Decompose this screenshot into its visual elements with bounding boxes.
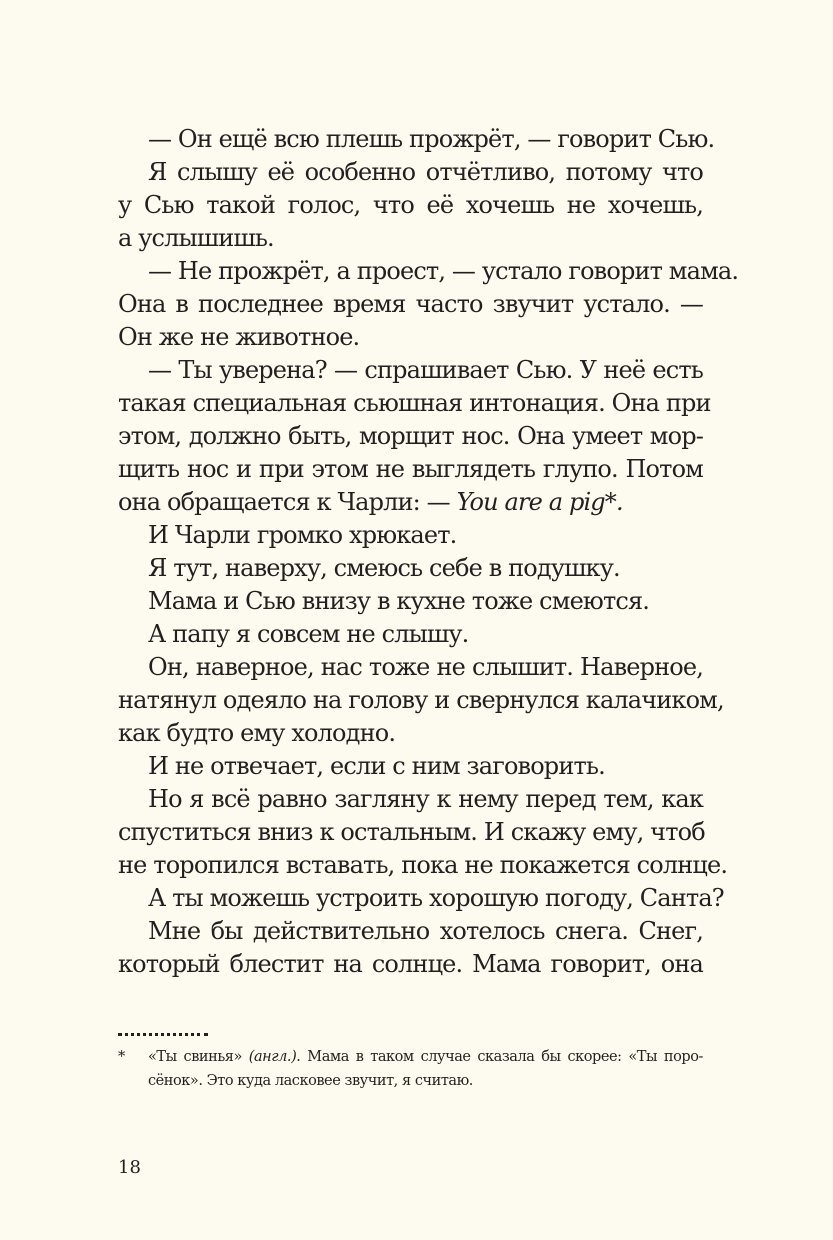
text-line: Я тут, наверху, смеюсь себе в подушку. <box>148 554 620 582</box>
text-line: Я слышу её особенно отчётливо, потому что <box>148 158 703 186</box>
body-text <box>118 123 739 981</box>
english-phrase: You are a pig*. <box>456 488 623 516</box>
footnote-text: Мама в таком случае сказала бы скорее: «Ты поро- <box>307 1049 703 1065</box>
text-segment: она обращается к Чарли: — <box>118 488 450 516</box>
text-line: который блестит на солнце. Мама говорит, она <box>118 950 703 978</box>
text-line: И не отвечает, если с ним заговорить. <box>148 752 605 780</box>
text-line: Он, наверное, нас тоже не слышит. Наверное, <box>148 653 703 681</box>
text-line: а услышишь. <box>118 224 274 252</box>
text-line: — Ты уверена? — спрашивает Сью. У неё есть <box>148 356 703 384</box>
book-page <box>118 0 739 1240</box>
page-number: 18 <box>118 1157 141 1178</box>
footnote-mark: * <box>118 1049 125 1065</box>
text-line-with-english <box>118 486 703 519</box>
footnote <box>118 1045 703 1093</box>
text-line: как будто ему холодно. <box>118 719 396 747</box>
text-line: Она в последнее время часто звучит устало. — <box>118 290 703 318</box>
footnote-translation: «Ты свинья» <box>148 1049 242 1065</box>
text-line: натянул одеяло на голову и свернулся калачиком, <box>118 686 724 714</box>
text-line: Он же не животное. <box>118 323 360 351</box>
footnote-line: сёнок». Это куда ласковее звучит, я считаю. <box>148 1073 473 1089</box>
footnote-line <box>118 1045 703 1069</box>
text-line: у Сью такой голос, что её хочешь не хочешь, <box>118 191 703 219</box>
text-line: Но я всё равно загляну к нему перед тем, как <box>148 785 703 813</box>
text-line: этом, должно быть, морщит нос. Она умеет мор- <box>118 422 703 450</box>
footnote-language: (англ.). <box>248 1049 301 1065</box>
text-line: спуститься вниз к остальным. И скажу ему, чтоб <box>118 818 705 846</box>
text-line: А ты можешь устроить хорошую погоду, Санта? <box>148 884 724 912</box>
text-line: Мама и Сью внизу в кухне тоже смеются. <box>148 587 650 615</box>
text-line: И Чарли громко хрюкает. <box>148 521 457 549</box>
text-line: не торопился вставать, пока не покажется солнце. <box>118 851 728 879</box>
text-line: — Он ещё всю плешь прожрёт, — говорит Сью. <box>148 125 715 153</box>
text-line: щить нос и при этом не выглядеть глупо. Потом <box>118 455 703 483</box>
text-line: такая специальная сьюшная интонация. Она при <box>118 389 711 417</box>
text-line: Мне бы действительно хотелось снега. Снег, <box>148 917 703 945</box>
footnote-separator <box>118 1033 208 1036</box>
text-line: — Не прожрёт, а проест, — устало говорит мама. <box>148 257 739 285</box>
text-line: А папу я совсем не слышу. <box>148 620 469 648</box>
